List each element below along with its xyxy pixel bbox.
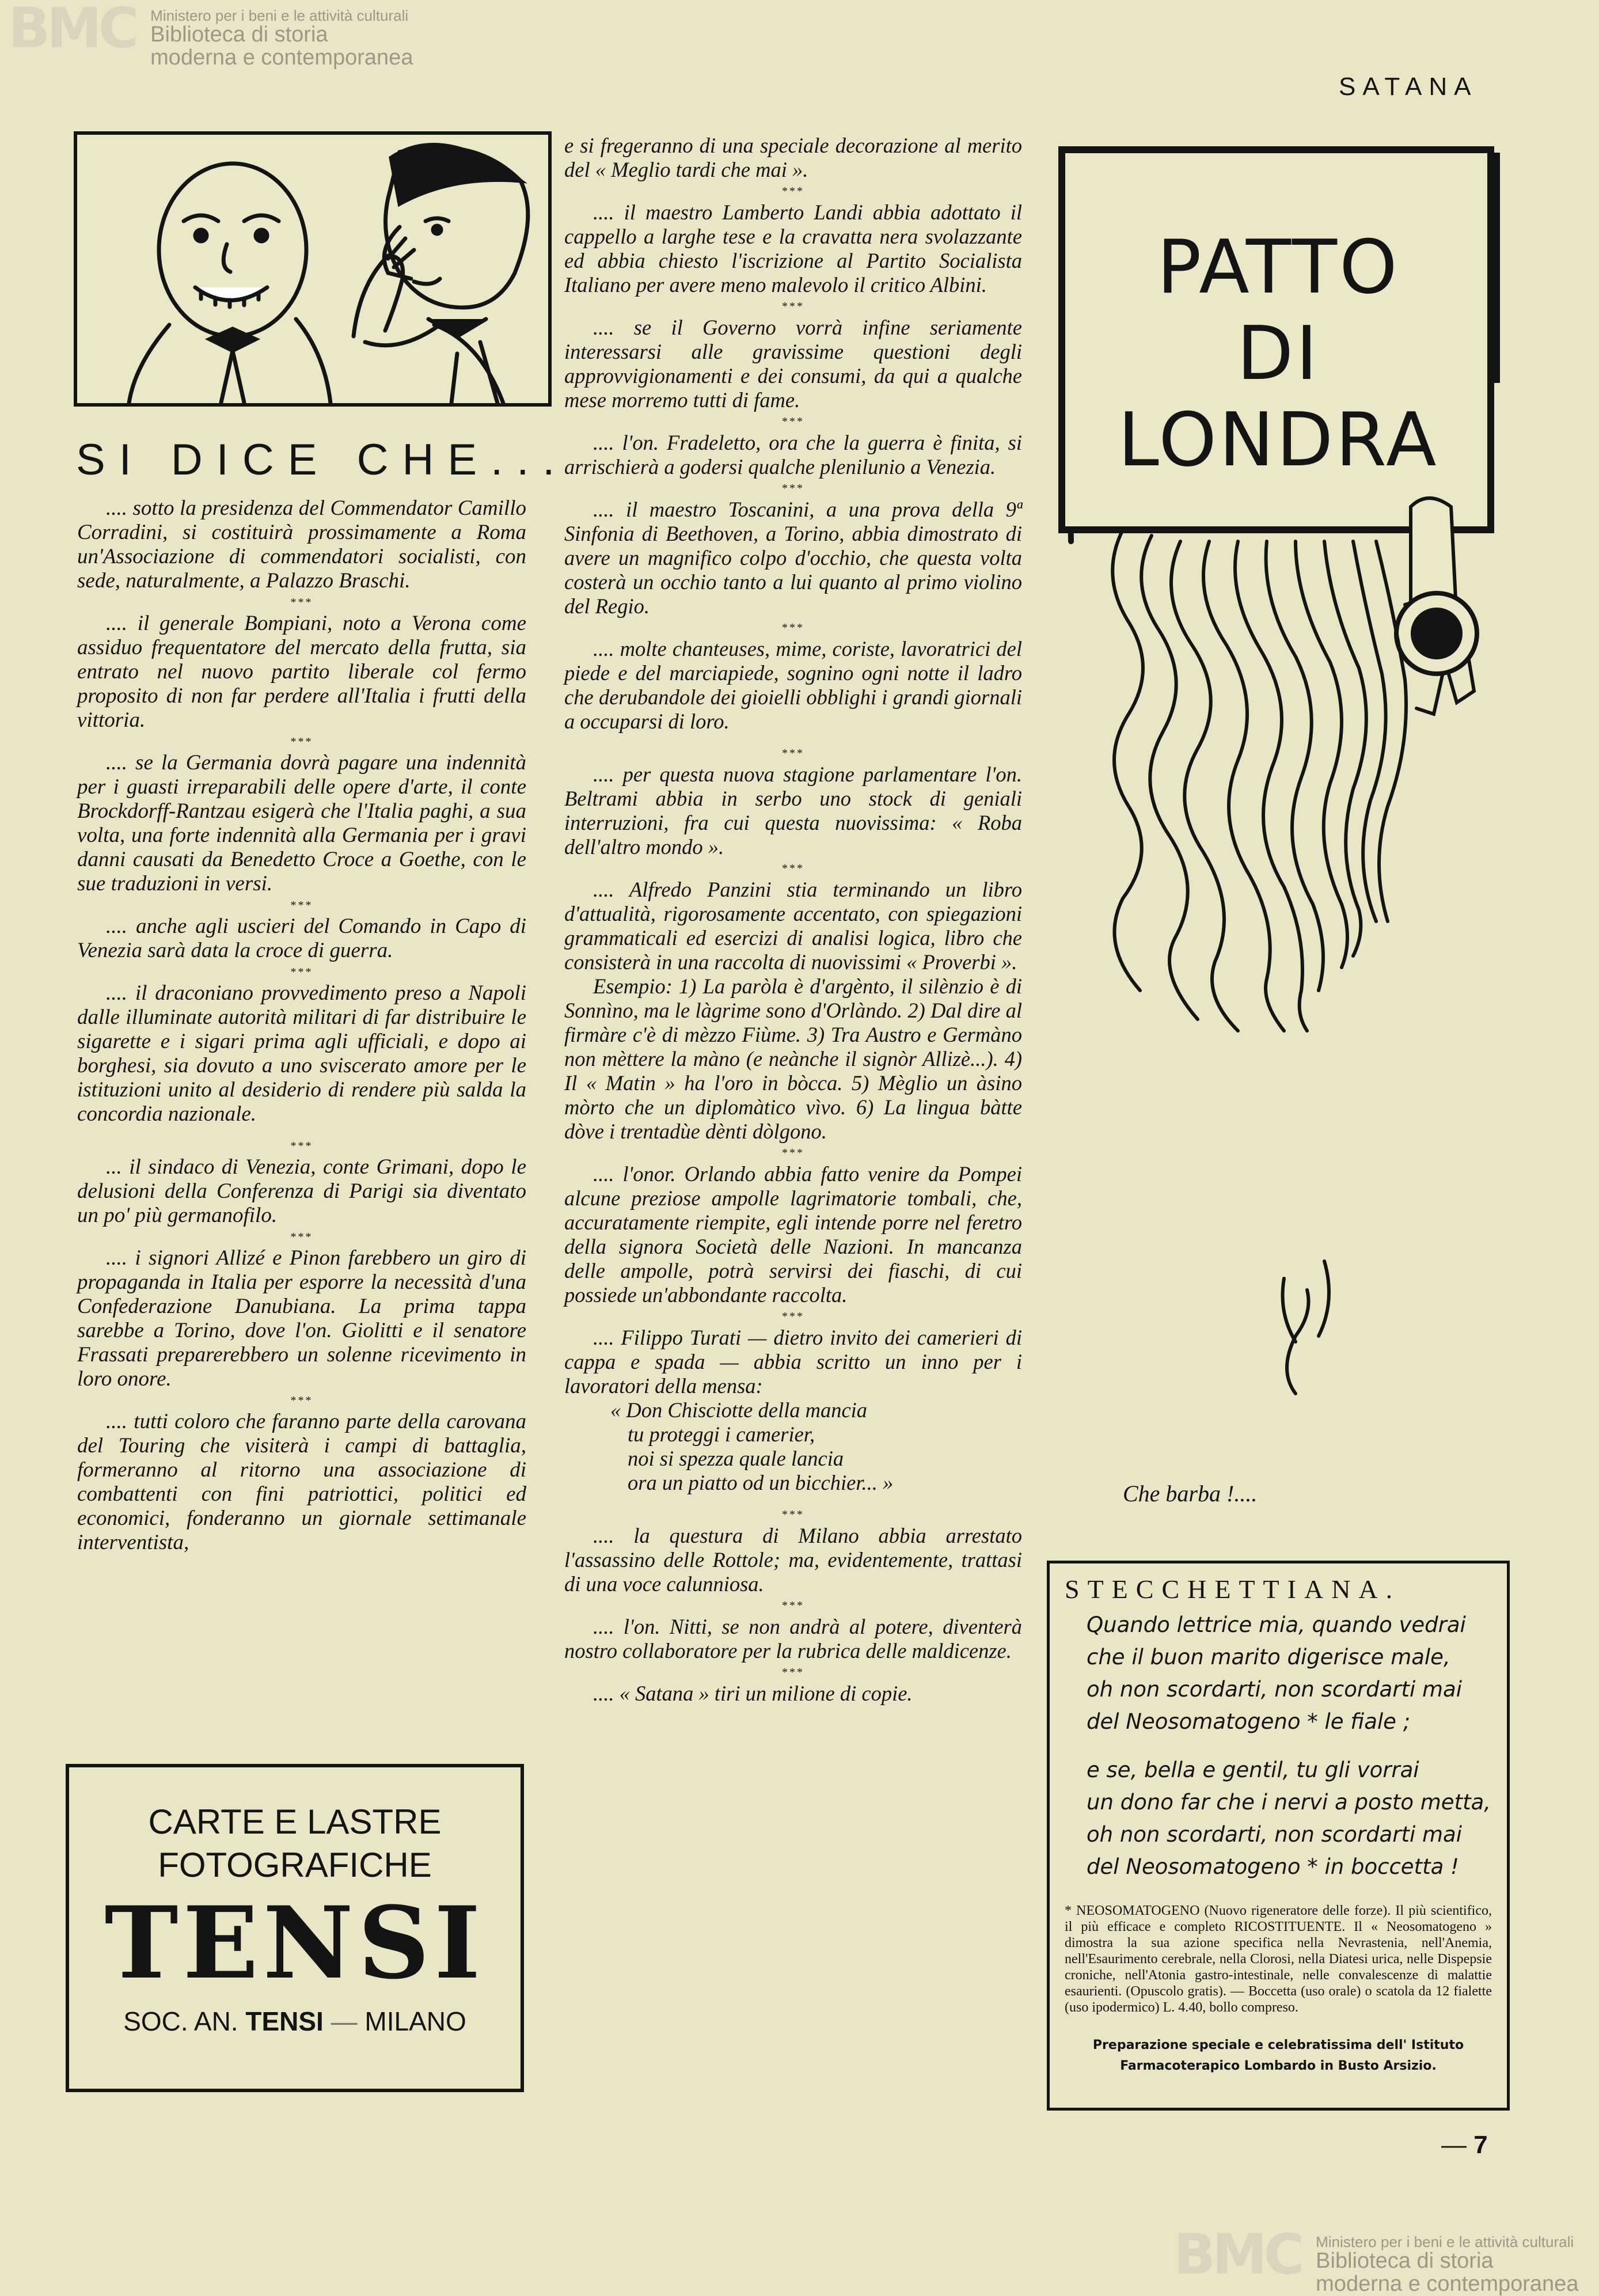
gossip-cartoon (74, 131, 552, 407)
stecchettiana-title: STECCHETTIANA. (1065, 1574, 1401, 1604)
gossip-item: .... il maestro Toscanini, a una prova della 9ª Sinfonia di Beethoven, a Torino, abbia dimostrato di avere un magnifico colpo d'occhio, che questa volta costerà un occhio tanto a lui quanto al primo violino del Regio. (564, 498, 1022, 618)
gossip-item: ... il sindaco di Venezia, conte Grimani, dopo le delusioni della Conferenza di Parigi sia diventato un po' più germanofilo. (77, 1155, 526, 1227)
separator: *** (290, 1394, 313, 1407)
proverbs-example: Esempio: 1) La paròla è d'argènto, il silènzio è di Sonnìno, ma le làgrime sono d'Orlàndo. 2) Dal dire al firmàre c'è di mèzzo Fiùme. 3) Tra Austro e Germàno non mèttere la màno (e neànche il signòr Allizè...). 4) Il « Matin » ha l'oro in bòcca. 5) Mèglio un àsino mòrto che un diplomàtico vìvo. 6) La lingua bàtte dòve i trentadùe dènti dòlgono. (564, 974, 1022, 1143)
gossip-item: .... l'on. Nitti, se non andrà al potere, diventerà nostro collaboratore per la rubrica delle maldicenze. (564, 1615, 1022, 1663)
gossip-item: .... Alfredo Panzini stia terminando un libro d'attualità, rigorosamente accentato, con spiegazioni grammaticali ed esercizi di analisi logica, libro che consisterà in una raccolta di nuovissimi « Proverbi ». (564, 878, 1022, 974)
separator: *** (782, 415, 804, 428)
tensi-footer-pre: SOC. AN. (123, 2006, 238, 2036)
bmc-logo-icon: BMC (1173, 2222, 1301, 2287)
tensi-footer (69, 2006, 521, 2037)
gossip-item: .... Filippo Turati — dietro invito dei camerieri di cappa e spada — abbia scritto un inno per i lavoratori della mensa: (564, 1326, 1022, 1398)
separator: *** (782, 621, 804, 634)
gossip-item: .... sotto la presidenza del Commendator Camillo Corradini, si costituirà prossimamente a Roma un'Associazione di commendatori socialisti, con sede, naturalmente, a Palazzo Braschi. (77, 496, 526, 593)
separator: *** (290, 596, 313, 609)
watermark-text (1316, 2234, 1578, 2296)
verse-line: oh non scordarti, non scordarti mai (1087, 1677, 1462, 1702)
watermark-line3: moderna e contemporanea (1316, 2272, 1579, 2296)
tensi-brand: TENSI (104, 1884, 485, 2001)
verse-line: che il buon marito digerisce male, (1087, 1645, 1450, 1669)
gossip-item: .... il maestro Lamberto Landi abbia adottato il cappello a larghe tese e la cravatta nera svolazzante ed abbia chiesto l'iscrizione al Partito Socialista Italiano per avere meno malevolo il critico Albini. (564, 200, 1022, 297)
sign-line2: DI (1236, 311, 1320, 397)
separator: *** (290, 1231, 313, 1243)
watermark-line2: Biblioteca di storia (1316, 2249, 1494, 2274)
watermark-text (150, 8, 413, 70)
gossip-item: .... l'onor. Orlando abbia fatto venire da Pompei alcune preziose ampolle lagrimatorie tombali, che, accuratamente riempite, egli intende porre nel feretro della signora Società delle Nazioni. In mancanza delle ampolle, potrà servirsi dei fiaschi, di cui possiede un'abbondante raccolta. (564, 1162, 1022, 1307)
page-number-value: 7 (1473, 2131, 1488, 2159)
separator: *** (782, 1310, 804, 1323)
tensi-footer-brand: TENSI (245, 2006, 324, 2036)
gossip-item: .... tutti coloro che faranno parte della carovana del Touring che visiterà i campi di battaglia, formeranno al ritorno una associazione di combattenti con fini patriottici, politici ed economici, fonderanno un giornale settimanale interventista, (77, 1410, 526, 1554)
gossip-item: .... l'on. Fradeletto, ora che la guerra è finita, si arrischierà a godersi qualche plenilunio a Venezia. (564, 431, 1022, 479)
footer-line2: Farmacoterapico Lombardo in Busto Arsizio. (1120, 2059, 1437, 2073)
column-heading: SI DICE CHE... (76, 435, 569, 484)
gossip-item: .... anche agli uscieri del Comando in Capo di Venezia sarà data la croce di guerra. (77, 914, 526, 962)
separator: *** (290, 899, 313, 912)
gossip-item: .... se il Governo vorrà infine seriamente interessarsi alle gravissime questioni degli approvvigionamenti e dei consumi, da qui a qualche mese morremo tutti di fame. (564, 316, 1022, 412)
watermark-line2: Biblioteca di storia (150, 22, 328, 47)
separator: *** (290, 735, 313, 748)
stecchettiana-verses2 (1087, 1754, 1492, 1883)
separator: *** (782, 1508, 804, 1521)
separator: *** (782, 1147, 804, 1159)
footer-line1: Preparazione speciale e celebratissima dell' Istituto (1092, 2038, 1464, 2052)
middle-column-text (564, 134, 1022, 1706)
separator: *** (782, 747, 804, 760)
watermark-line1: Ministero per i beni e le attività culturali (150, 7, 409, 24)
gossip-item: e si fregeranno di una speciale decorazione al merito del « Meglio tardi che mai ». (564, 134, 1022, 181)
separator: *** (782, 185, 804, 198)
tensi-advertisement (66, 1764, 524, 2092)
separator: *** (782, 300, 804, 313)
separator: *** (290, 966, 313, 978)
cartoon-caption: Che barba !.... (1123, 1481, 1258, 1506)
watermark-line1: Ministero per i beni e le attività culturali (1316, 2233, 1574, 2251)
library-watermark-bottom (1173, 2222, 1579, 2296)
gossip-item: .... la questura di Milano abbia arrestato l'assassino delle Rottole; ma, evidentemente, trattasi di una voce calunniosa. (564, 1524, 1022, 1596)
verse-line: del Neosomatogeno * in boccetta ! (1087, 1854, 1459, 1879)
gossip-item: .... « Satana » tiri un milione di copie. (593, 1682, 913, 1705)
separator: *** (782, 862, 804, 875)
tensi-footer-dash: — (331, 2006, 358, 2036)
tensi-footer-city: MILANO (364, 2006, 466, 2036)
bmc-logo-icon: BMC (8, 0, 136, 60)
library-watermark-top (8, 2, 413, 70)
separator: *** (290, 1140, 313, 1152)
patto-di-londra-cartoon (1054, 138, 1514, 1509)
gossip-item: .... se la Germania dovrà pagare una indennità per i guasti irreparabili delle opere d'arte, il conte Brockdorff-Rantzau esigerà che l'Italia paghi, a sua volta, una forte indennità alla Germania per i gravi danni causati da Benedetto Croce a Goethe, con le sue traduzioni in versi. (77, 751, 526, 895)
page-dash: — (1441, 2131, 1467, 2159)
gossip-item: .... per questa nuova stagione parlamentare l'on. Beltrami abbia in serbo uno stock di geniali interruzioni, fra cui questa nuovissima: « Roba dell'altro mondo ». (564, 762, 1022, 859)
separator: *** (782, 482, 804, 495)
neosomatogeno-note: * NEOSOMATOGENO (Nuovo rigeneratore delle forze). Il più scientifico, il più efficace e completo RICOSTITUENTE. Il « Neosomatogeno » dimostra la sua azione specifica nella Nevrastenia, nell'Anemia, nell'Esaurimento cerebrale, nella Clorosi, nella Diatesi urica, nelle Dispepsie croniche, nell'Atonia gastro-intestinale, nelle convalescenze di malattie esaurienti. (Opuscolo gratis). — Boccetta (uso orale) o scatola da 12 fialette (uso ipodermico) L. 4.40, bollo compreso. (1065, 1903, 1492, 2015)
sign-title (1065, 225, 1491, 484)
verse-line: e se, bella e gentil, tu gli vorrai (1087, 1758, 1419, 1782)
left-column-text (77, 496, 526, 1555)
gossip-item: .... molte chanteuses, mime, coriste, lavoratrici del piede e del marciapiede, sognino ogni notte il ladro che derubandole dei gioielli obblighi i grandi giornali a occuparsi di loro. (564, 637, 1022, 733)
verse-line: del Neosomatogeno * le fiale ; (1087, 1709, 1411, 1734)
gossip-item: .... i signori Allizé e Pinon farebbero un giro di propaganda in Italia per esporre la necessità d'una Confederazione Danubiana. La prima tappa sarebbe a Torino, dove l'on. Giolitti e il senatore Frassati preparerebbero un solenne ricevimento in loro onore. (77, 1246, 526, 1391)
stecchettiana-advertisement (1047, 1561, 1510, 2111)
verse-line: Quando lettrice mia, quando vedrai (1087, 1612, 1466, 1637)
stecchettiana-verses1 (1087, 1609, 1492, 1738)
hymn-verse: « Don Chisciotte della mancia (610, 1398, 868, 1422)
hymn-verse: ora un piatto od un bicchier... » (628, 1471, 894, 1494)
verse-line: un dono far che i nervi a posto metta, (1087, 1790, 1491, 1815)
verse-line: oh non scordarti, non scordarti mai (1087, 1822, 1462, 1847)
hymn-verse: noi si spezza quale lancia (628, 1447, 844, 1470)
watermark-line3: moderna e contemporanea (150, 45, 413, 70)
separator: *** (782, 1599, 804, 1612)
separator: *** (782, 1666, 804, 1679)
magazine-name: SATANA (1339, 73, 1478, 101)
gossip-item: .... il generale Bompiani, noto a Verona come assiduo frequentatore del mercato della frutta, sia entrato nel nuovo partito liberale col fermo proposito di non far perdere all'Italia i frutti della vittoria. (77, 612, 526, 732)
sign-line3: LONDRA (1118, 397, 1439, 483)
hymn-verse: tu proteggi i camerier, (628, 1422, 815, 1446)
tensi-line1: CARTE E LASTRE (148, 1802, 442, 1841)
stecchettiana-footer (1065, 2035, 1492, 2077)
two-gentlemen-illustration (77, 135, 548, 403)
gossip-item: .... il draconiano provvedimento preso a Napoli dalle illuminate autorità militari di far distribuire le sigarette e i sigari prima agli ufficiali, e dopo ai borghesi, sia dovuto a uno sviscerato amore per le istituzioni unito al desiderio di rendere più salda la concordia nazionale. (77, 981, 526, 1126)
sign-line1: PATTO (1157, 225, 1400, 310)
page-number (1441, 2131, 1488, 2160)
tensi-line2: FOTOGRAFICHE (158, 1846, 432, 1884)
